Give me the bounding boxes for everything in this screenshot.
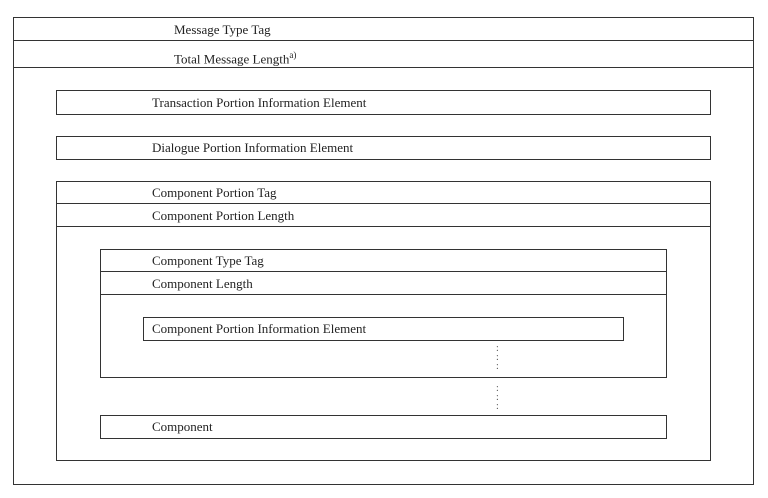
divider: [100, 294, 667, 295]
dialogue-portion-label: Dialogue Portion Information Element: [152, 140, 354, 155]
divider: [56, 203, 711, 204]
ellipsis-vertical: : : :: [496, 343, 499, 372]
component-info-element-label: Component Portion Information Element: [152, 321, 367, 336]
component-length: Component Length: [152, 276, 253, 291]
divider: [56, 226, 711, 227]
footnote-marker: a): [289, 50, 297, 60]
component-portion-length: Component Portion Length: [152, 208, 295, 223]
divider: [100, 271, 667, 272]
message-type-tag: Message Type Tag: [174, 22, 271, 37]
component-type-tag: Component Type Tag: [152, 253, 264, 268]
last-component-label: Component: [152, 419, 213, 434]
ellipsis-vertical: : : :: [496, 383, 499, 412]
total-message-length: [174, 47, 296, 67]
total-message-length-label: Total Message Length: [174, 51, 290, 67]
component-portion-tag: Component Portion Tag: [152, 185, 277, 200]
divider: [13, 67, 754, 68]
divider: [13, 40, 754, 41]
transaction-portion-label: Transaction Portion Information Element: [152, 95, 367, 110]
